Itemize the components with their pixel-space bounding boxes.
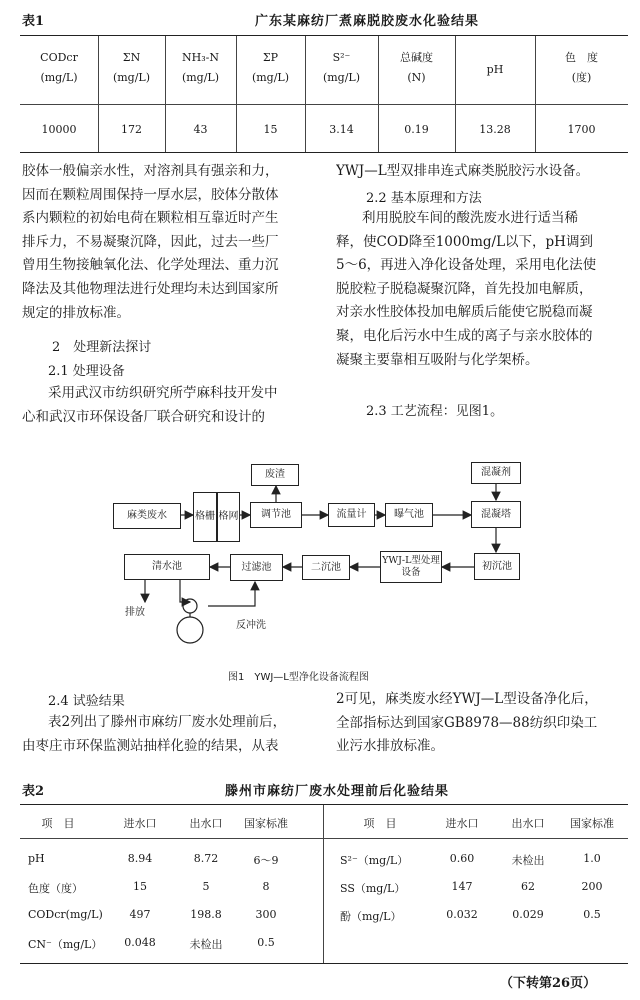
table1-value-cell: 10000 bbox=[41, 123, 77, 136]
table2-cell: 0.5 bbox=[257, 936, 275, 949]
continued-note: （下转第26页） bbox=[500, 976, 597, 991]
table2-cell: 0.029 bbox=[512, 908, 544, 921]
table1-title: 广东某麻纺厂煮麻脱胶废水化验结果 bbox=[255, 14, 480, 29]
table2-cell: 6～9 bbox=[253, 854, 279, 867]
table2-cell: 300 bbox=[255, 908, 277, 921]
table1-number: 表1 bbox=[22, 14, 45, 29]
text-line: 全部指标达到国家GB8978—88纺织印染工 bbox=[336, 714, 598, 731]
table2-row-label: S²⁻（mg/L） bbox=[340, 854, 409, 867]
table2-cell: 未检出 bbox=[511, 854, 545, 867]
table1-header-cell: 总碱度 (N) bbox=[400, 51, 433, 84]
regulating-tank-node: 调节池 bbox=[250, 502, 302, 528]
backwash-label: 反冲洗 bbox=[236, 620, 266, 631]
text-line: 脱胶粒子脱稳凝聚沉降，首先投加电解质， bbox=[336, 280, 593, 297]
figure-caption: 图1 YWJ—L型净化设备流程图 bbox=[228, 672, 369, 683]
section-2-3-heading: 2.3 工艺流程：见图1。 bbox=[366, 404, 504, 419]
section-2-4-left bbox=[22, 711, 322, 758]
text-line: 胶体一般偏亲水性，对溶剂具有强亲和力， bbox=[22, 163, 279, 179]
text-line: 表2列出了滕州市麻纺厂废水处理前后， bbox=[48, 714, 287, 730]
table1-header-cell: NH₃-N (mg/L) bbox=[181, 51, 220, 84]
section-2-heading: 2 处理新法探讨 bbox=[52, 340, 152, 355]
table2-cell: 1.0 bbox=[583, 852, 601, 865]
text-line: 降法及其他物理法进行处理均未达到国家所 bbox=[22, 280, 279, 297]
grid-mesh-node: 格网 bbox=[217, 492, 240, 542]
table2-row-label: SS（mg/L） bbox=[340, 882, 406, 895]
table2-cell: 0.032 bbox=[446, 908, 478, 921]
table2-cell: 8 bbox=[262, 880, 270, 893]
table2-cell: 497 bbox=[129, 908, 151, 921]
section-2-2-heading: 2.2 基本原理和方法 bbox=[366, 191, 482, 206]
mixing-tower-node: 混凝塔 bbox=[471, 501, 521, 528]
ywj-device-node: YWJ-L型处理设备 bbox=[380, 551, 442, 583]
table1-header-cell: ΣN (mg/L) bbox=[112, 51, 151, 84]
table2-cell: 0.60 bbox=[449, 852, 475, 865]
filter-tank-node: 过滤池 bbox=[230, 554, 283, 581]
table2-cell: 0.5 bbox=[583, 908, 601, 921]
text-line: 对亲水性胶体投加电解质后能使它脱稳而凝 bbox=[336, 304, 593, 321]
table1-header-cell: 色 度 (度) bbox=[565, 51, 598, 84]
table1-header-cell: pH bbox=[486, 63, 504, 76]
text-line: 2可见，麻类废水经YWJ—L型设备净化后， bbox=[336, 691, 598, 707]
secondary-settling-node: 二沉池 bbox=[302, 555, 350, 580]
text-line: 由枣庄市环保监测站抽样化验的结果，从表 bbox=[22, 737, 279, 754]
text-line: 凝聚主要靠相互吸附与化学架桥。 bbox=[336, 351, 539, 368]
table2-title: 滕州市麻纺厂废水处理前后化验结果 bbox=[225, 784, 450, 799]
table2-top-rule bbox=[20, 804, 628, 805]
table2-divider bbox=[323, 805, 324, 963]
grid-screen-node: 格栅 bbox=[193, 492, 217, 542]
text-line: 利用脱胶车间的酸洗废水进行适当稀 bbox=[362, 210, 578, 226]
section-2-4-heading: 2.4 试验结果 bbox=[48, 694, 125, 709]
table2-header-cell: 进水口 bbox=[123, 817, 157, 830]
primary-settling-node: 初沉池 bbox=[474, 553, 520, 580]
table2-bottom-rule bbox=[20, 963, 628, 964]
clear-water-tank-node: 清水池 bbox=[124, 554, 210, 580]
table2-header-cell: 国家标准 bbox=[244, 817, 288, 830]
table1-header-cell: S²⁻ (mg/L) bbox=[322, 51, 361, 84]
waste-residue-node: 废渣 bbox=[251, 464, 299, 486]
text-line: 规定的排放标准。 bbox=[22, 304, 130, 321]
table1-value-cell: 1700 bbox=[567, 123, 596, 136]
table2-cell: 15 bbox=[133, 880, 147, 893]
table1-value-cell: 0.19 bbox=[404, 123, 429, 136]
table2-cell: 198.8 bbox=[190, 908, 222, 921]
table2-cell: 8.94 bbox=[127, 852, 153, 865]
text-line: 释，使COD降至1000mg/L以下，pH调到 bbox=[336, 233, 593, 250]
text-line: 聚，电化后污水中生成的离子与亲水胶体的 bbox=[336, 327, 593, 344]
table2-row-label: pH bbox=[28, 852, 45, 865]
table2-row-label: 色度（度） bbox=[28, 882, 83, 895]
table2-header-rule bbox=[20, 838, 628, 839]
table2-cell: 0.048 bbox=[124, 936, 156, 949]
section-2-1-heading: 2.1 处理设备 bbox=[48, 364, 125, 379]
table2-cell: 62 bbox=[521, 880, 535, 893]
table2-cell: 147 bbox=[451, 880, 473, 893]
text-line: 曾用生物接触氧化法、化学处理法、重力沉 bbox=[22, 257, 279, 274]
table2-header-cell: 项 目 bbox=[363, 817, 397, 830]
table1-header-cell: ΣP (mg/L) bbox=[251, 51, 290, 84]
text-line: 排斥力，不易凝聚沉降，因此，过去一些厂 bbox=[22, 233, 279, 250]
table2-cell: 8.72 bbox=[193, 852, 219, 865]
text-line: 因而在颗粒周围保持一厚水层，胶体分散体 bbox=[22, 186, 279, 203]
table2-header-cell: 国家标准 bbox=[570, 817, 614, 830]
table1-value-cell: 13.28 bbox=[479, 123, 511, 136]
text-line: YWJ—L型双排串连式麻类脱胶污水设备。 bbox=[336, 163, 590, 179]
table2-row-label: CODcr(mg/L) bbox=[28, 908, 103, 921]
table2-row-label: 酚（mg/L） bbox=[340, 910, 402, 923]
table2-header-cell: 出水口 bbox=[189, 817, 223, 830]
text-line: 系内颗粒的初始电荷在颗粒相互靠近时产生 bbox=[22, 210, 279, 227]
table2-cell: 200 bbox=[581, 880, 603, 893]
table2-cell: 5 bbox=[202, 880, 210, 893]
table1-value-cell: 43 bbox=[193, 123, 208, 136]
flowmeter-node: 流量计 bbox=[328, 503, 375, 527]
table2-cell: 未检出 bbox=[189, 938, 223, 951]
coagulant-node: 混凝剂 bbox=[471, 462, 521, 484]
table1-value-cell: 172 bbox=[121, 123, 142, 136]
discharge-label: 排放 bbox=[125, 607, 145, 618]
section-2-4-right bbox=[336, 688, 632, 759]
table1-header-cell: CODcr (mg/L) bbox=[40, 51, 78, 84]
wastewater-node: 麻类废水 bbox=[113, 503, 181, 529]
table2-row-label: CN⁻（mg/L） bbox=[28, 938, 103, 951]
table2-header-cell: 进水口 bbox=[445, 817, 479, 830]
table1-value-cell: 3.14 bbox=[329, 123, 354, 136]
text-line: 采用武汉市纺织研究所苧麻科技开发中 bbox=[48, 385, 278, 401]
table2-header-cell: 项 目 bbox=[41, 817, 75, 830]
text-line: 5～6，再进入净化设备处理，采用电化法使 bbox=[336, 257, 597, 274]
table1-value-cell: 15 bbox=[263, 123, 278, 136]
text-line: 业污水排放标准。 bbox=[336, 738, 444, 755]
table2-number: 表2 bbox=[22, 784, 45, 799]
text-line: 心和武汉市环保设备厂联合研究和设计的 bbox=[22, 408, 265, 425]
aeration-tank-node: 曝气池 bbox=[385, 503, 433, 527]
table2-header-cell: 出水口 bbox=[511, 817, 545, 830]
